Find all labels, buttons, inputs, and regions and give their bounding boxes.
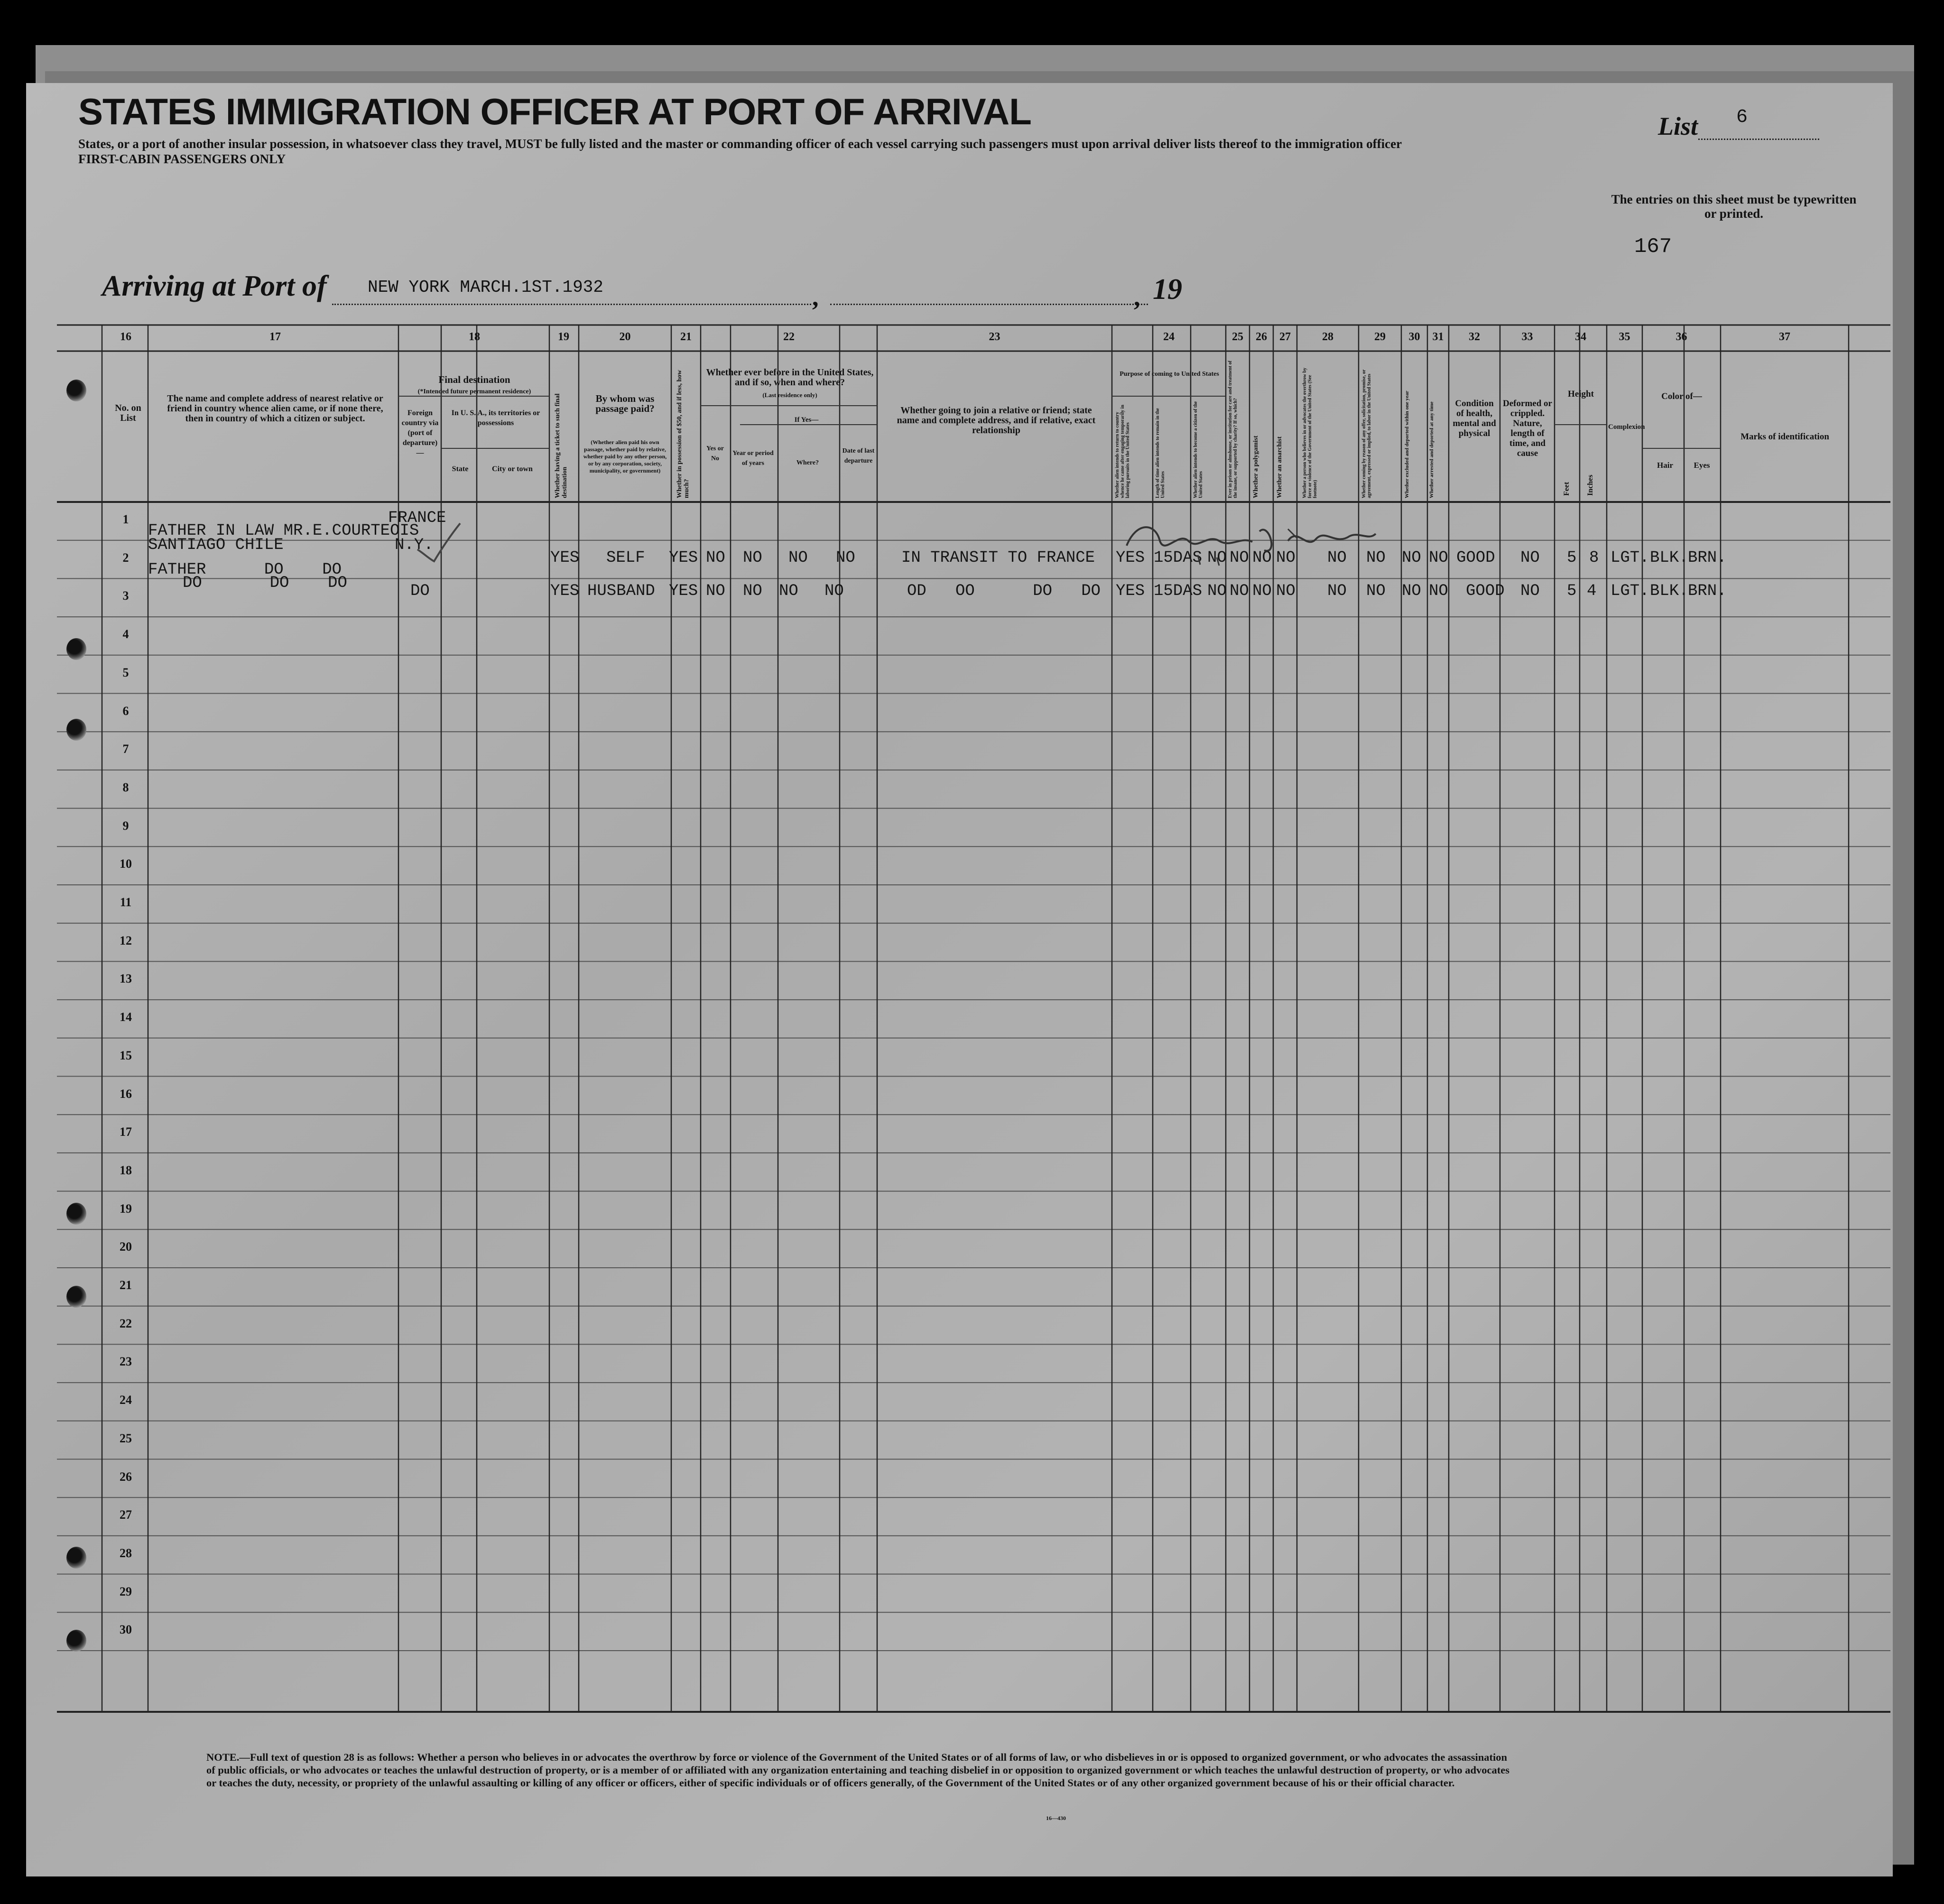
- row-number: 12: [120, 933, 132, 947]
- col-number: 23: [989, 331, 1000, 343]
- row-number: 2: [122, 550, 129, 565]
- list-label: List: [1658, 112, 1698, 140]
- row-number: 14: [120, 1010, 132, 1024]
- row-number: 8: [122, 780, 129, 794]
- punch-hole: [66, 1630, 86, 1652]
- col-33-header: Deformed or crippled. Nature, length of time, and cause: [1503, 399, 1552, 458]
- r2-years: NO: [743, 582, 762, 600]
- r1-ticket: YES: [550, 549, 580, 567]
- col-number: 17: [269, 331, 281, 343]
- row-number: 23: [120, 1355, 132, 1369]
- r2-citizen: NO: [1207, 582, 1227, 600]
- col-34-header: Height: [1568, 389, 1594, 399]
- r1-complexion: LGT.: [1611, 549, 1649, 567]
- r1-fifty-dollars: YES: [669, 549, 698, 567]
- first-cabin-label: FIRST-CABIN PASSENGERS ONLY: [78, 152, 286, 166]
- col-21-header: Whether in possession of $50, and if less, how much?: [676, 370, 690, 498]
- col-26-header: Whether a polygamist: [1252, 436, 1259, 498]
- col-36-header: Color of—: [1661, 391, 1702, 401]
- col-18-header: Final destination: [438, 374, 510, 385]
- row-number: 26: [120, 1469, 132, 1484]
- r1-arrested: NO: [1429, 549, 1448, 567]
- r2-complexion: LGT.: [1611, 582, 1649, 600]
- col-19-header: Whether having a ticket to such final destination: [554, 393, 568, 498]
- col-22-yesno: Yes or No: [706, 445, 724, 462]
- r2-length-stay: 15DAS: [1154, 582, 1203, 600]
- r1-polygamist: NO: [1252, 549, 1272, 567]
- col-30-header: Whether excluded and deported within one year: [1404, 390, 1410, 498]
- col-22-header: Whether ever before in the United States, and if so, when and where?: [706, 367, 874, 388]
- r1-height-inches: 8: [1589, 549, 1599, 567]
- list-number: 6: [1736, 107, 1748, 128]
- r2-foreign-country: DO: [410, 582, 430, 600]
- r2-health: GOOD: [1466, 582, 1505, 600]
- row-number: 11: [120, 895, 132, 909]
- footnote: NOTE.—Full text of question 28 is as follows: Whether a person who believes in or advocates the overthrow by force or violence of the Government of the United States or of all forms of law, or who disbelieves in or is opposed to organized government, or who advocates the assassination of public officials, or who advocates or teaches the unlawful destruction of property, or is a member of or affiliated with any organization entertaining and teaching disbelief in or opposition to organized government or which teaches the unlawful destruction of property, or who advocates or teaches the duty, necessity, or propriety of the unlawful assaulting or killing of any officer or officers, either of specific individuals or of officers generally, of the Government of the United States or of any other organized government because of his or their official character.: [206, 1751, 1510, 1789]
- r1-years: NO: [743, 549, 762, 567]
- col-number: 29: [1374, 331, 1386, 343]
- row-number: 15: [120, 1048, 132, 1062]
- col-22-years: Year or period of years: [732, 450, 774, 467]
- r1-health: GOOD: [1456, 549, 1495, 567]
- check-mark: [413, 516, 465, 568]
- stamp-number: 167: [1634, 235, 1672, 259]
- r2-relative-line1: FATHER DO DO: [148, 561, 342, 579]
- row-number: 1: [122, 512, 129, 526]
- page-title: STATES IMMIGRATION OFFICER AT PORT OF ARRIVAL: [78, 91, 1031, 132]
- row-number: 19: [120, 1201, 132, 1216]
- row-number: 20: [120, 1240, 132, 1254]
- row-number: 30: [120, 1623, 132, 1637]
- col-number: 28: [1322, 331, 1333, 343]
- col-22-where: Where?: [796, 459, 819, 466]
- col-18-foreign: Foreign country via (port of departure)—: [401, 409, 439, 457]
- col-22-ifyes: If Yes—: [794, 416, 819, 424]
- col-24-header: Purpose of coming to United States: [1120, 371, 1219, 378]
- row-number: 25: [120, 1431, 132, 1445]
- r1-passage-paid: SELF: [606, 549, 645, 567]
- col-36-eyes: Eyes: [1694, 461, 1710, 470]
- col-18-state: State: [452, 465, 469, 473]
- row-number: 17: [120, 1125, 132, 1139]
- col-number: 34: [1575, 331, 1586, 343]
- col-number: 27: [1279, 331, 1291, 343]
- col-32-header: Condition of health, mental and physical: [1453, 399, 1496, 438]
- col-24-citizen: Whether alien intends to become a citizen of the United States: [1193, 401, 1203, 498]
- r2-deformed: NO: [1520, 582, 1540, 600]
- subtitle: States, or a port of another insular possession, in whatsoever class they travel, MUST be fully listed and the master or commanding officer of each vessel carrying such passengers must upon arrival deliver lists thereof to the immigration officer: [78, 137, 1402, 151]
- col-34-inches: Inches: [1586, 474, 1594, 496]
- col-18-city: City or town: [492, 465, 533, 473]
- r1-labor-offer: NO: [1366, 549, 1386, 567]
- col-number: 25: [1232, 331, 1243, 343]
- row-number: 29: [120, 1584, 132, 1598]
- form-code: 16—430: [1046, 1815, 1066, 1821]
- r2-join-relative: OD OO DO DO: [907, 582, 1101, 600]
- r1-before-us: NO: [706, 549, 725, 567]
- col-number: 32: [1469, 331, 1480, 343]
- col-25-header: Ever in prison or almshouse, or institution for care and treatment of the insane, or supported by charity? If so, which?: [1228, 361, 1238, 498]
- comma: ,: [812, 283, 819, 311]
- col-number: 19: [558, 331, 569, 343]
- r2-ticket: YES: [550, 582, 580, 600]
- r2-before-us: NO: [706, 582, 725, 600]
- r2-height-inches: 4: [1587, 582, 1597, 600]
- row-number: 7: [122, 742, 129, 756]
- col-number: 24: [1163, 331, 1175, 343]
- col-37-header: Marks of identification: [1740, 432, 1829, 442]
- r1-return: YES: [1116, 549, 1145, 567]
- col-number: 26: [1256, 331, 1267, 343]
- col-number: 30: [1408, 331, 1420, 343]
- col-number: 18: [469, 331, 480, 343]
- r2-passage-paid: HUSBAND: [587, 582, 655, 600]
- r2-hair: BLK.: [1650, 582, 1689, 600]
- col-17-header: The name and complete address of nearest relative or friend in country whence alien came, or if none there, then in country of which a citizen or subject.: [167, 393, 383, 424]
- col-number: 20: [619, 331, 631, 343]
- col-23-header: Whether going to join a relative or friend; state name and complete address, and if relative, exact relationship: [897, 405, 1096, 436]
- r2-overthrow: NO: [1327, 582, 1347, 600]
- r1-where: NO: [788, 549, 808, 567]
- col-number: 16: [120, 331, 131, 343]
- r2-return: YES: [1116, 582, 1145, 600]
- punch-hole: [66, 1286, 86, 1308]
- col-28-header: Whether a person who believes in or advocates the overthrow by force or violence of the Government of the United States (See footnote): [1302, 368, 1318, 498]
- entries-note: The entries on this sheet must be typewritten or printed.: [1611, 192, 1857, 221]
- r2-anarchist: NO: [1276, 582, 1296, 600]
- col-number: 36: [1676, 331, 1687, 343]
- row-number: 9: [122, 818, 129, 833]
- r1-relative-line1: FATHER IN LAW MR.E.COURTEOIS: [148, 522, 419, 540]
- r1-anarchist: NO: [1276, 549, 1296, 567]
- col-number: 21: [680, 331, 692, 343]
- r1-citizen: NO: [1207, 549, 1227, 567]
- r1-height-feet: 5: [1567, 549, 1577, 567]
- r2-where: NO: [779, 582, 798, 600]
- row-number: 6: [122, 704, 129, 718]
- row-number: 27: [120, 1508, 132, 1522]
- r2-fifty-dollars: YES: [669, 582, 698, 600]
- r1-deformed: NO: [1520, 549, 1540, 567]
- row-number: 4: [122, 627, 129, 641]
- col-34-feet: Feet: [1563, 482, 1571, 496]
- col-22-date: Date of last departure: [842, 447, 875, 464]
- year-prefix: 19: [1153, 273, 1182, 306]
- r1-excluded: NO: [1402, 549, 1421, 567]
- row-number: 10: [120, 857, 132, 871]
- handwritten-annotation: [1117, 512, 1383, 569]
- punch-hole: [66, 380, 86, 401]
- row-number: 24: [120, 1393, 132, 1407]
- row-number: 3: [122, 589, 129, 603]
- col-number: 31: [1432, 331, 1444, 343]
- r1-eyes: BRN.: [1688, 549, 1727, 567]
- r1-prison: NO: [1230, 549, 1249, 567]
- r1-hair: BLK.: [1650, 549, 1689, 567]
- col-number: 33: [1521, 331, 1533, 343]
- row-number: 18: [120, 1163, 132, 1177]
- col-20-header: By whom was passage paid?: [595, 393, 655, 414]
- col-18-subheader: (*Intended future permanent residence): [417, 388, 531, 395]
- r1-relative-line2: SANTIAGO CHILE: [148, 536, 284, 554]
- row-number: 5: [122, 665, 129, 679]
- row-number: 28: [120, 1546, 132, 1560]
- punch-hole: [66, 1203, 86, 1225]
- r2-relative-line2: DO DO DO: [183, 574, 347, 592]
- col-22-subheader: (Last residence only): [762, 391, 817, 399]
- port-value: NEW YORK MARCH.1ST.1932: [368, 278, 603, 297]
- col-number: 37: [1779, 331, 1790, 343]
- arriving-label: Arriving at Port of: [102, 270, 327, 302]
- r1-foreign-country: FRANCE: [388, 509, 446, 527]
- col-18-usa: In U. S. A., its territories or possessions: [451, 409, 540, 427]
- comma: ,: [1134, 283, 1140, 311]
- r2-arrested: NO: [1429, 582, 1448, 600]
- col-31-header: Whether arrested and deported at any time: [1429, 401, 1435, 498]
- col-24-return: Whether alien intends to return to country whence he came after engaging temporarily in laboring pursuits in the United States: [1115, 405, 1130, 498]
- r2-height-feet: 5: [1567, 582, 1577, 600]
- col-27-header: Whether an anarchist: [1276, 436, 1283, 498]
- r1-join-relative: IN TRANSIT TO FRANCE: [901, 549, 1095, 567]
- row-number: 13: [120, 972, 132, 986]
- r1-state: N.Y.: [395, 536, 434, 554]
- r1-departure-date: NO: [836, 549, 855, 567]
- row-number: 21: [120, 1278, 132, 1292]
- r2-eyes: BRN.: [1688, 582, 1727, 600]
- punch-hole: [66, 1547, 86, 1569]
- col-24-length: Length of time alien intends to remain in the United States: [1155, 408, 1166, 498]
- punch-hole: [66, 719, 86, 741]
- r2-excluded: NO: [1402, 582, 1421, 600]
- r2-departure-date: NO: [824, 582, 844, 600]
- r1-length-stay: 15DAS: [1154, 549, 1203, 567]
- col-number: 22: [783, 331, 795, 343]
- r2-polygamist: NO: [1252, 582, 1272, 600]
- col-36-hair: Hair: [1657, 461, 1673, 470]
- r2-prison: NO: [1230, 582, 1249, 600]
- row-number: 22: [120, 1316, 132, 1330]
- row-number: 16: [120, 1087, 132, 1101]
- col-number: 35: [1619, 331, 1630, 343]
- punch-hole: [66, 638, 86, 660]
- col-35-header: Complexion: [1608, 423, 1645, 431]
- r1-overthrow: NO: [1327, 549, 1347, 567]
- r2-labor-offer: NO: [1366, 582, 1386, 600]
- col-20-subheader: (Whether alien paid his own passage, whether paid by relative, whether paid by any other person, or by any corporation, society, municipality, or government): [583, 439, 667, 474]
- col-29-header: Whether coming by reason of any offer, solicitation, promise, or agreement, expressed or implied, to labor in the United States: [1361, 369, 1372, 498]
- col-16-header: No. on List: [115, 403, 141, 423]
